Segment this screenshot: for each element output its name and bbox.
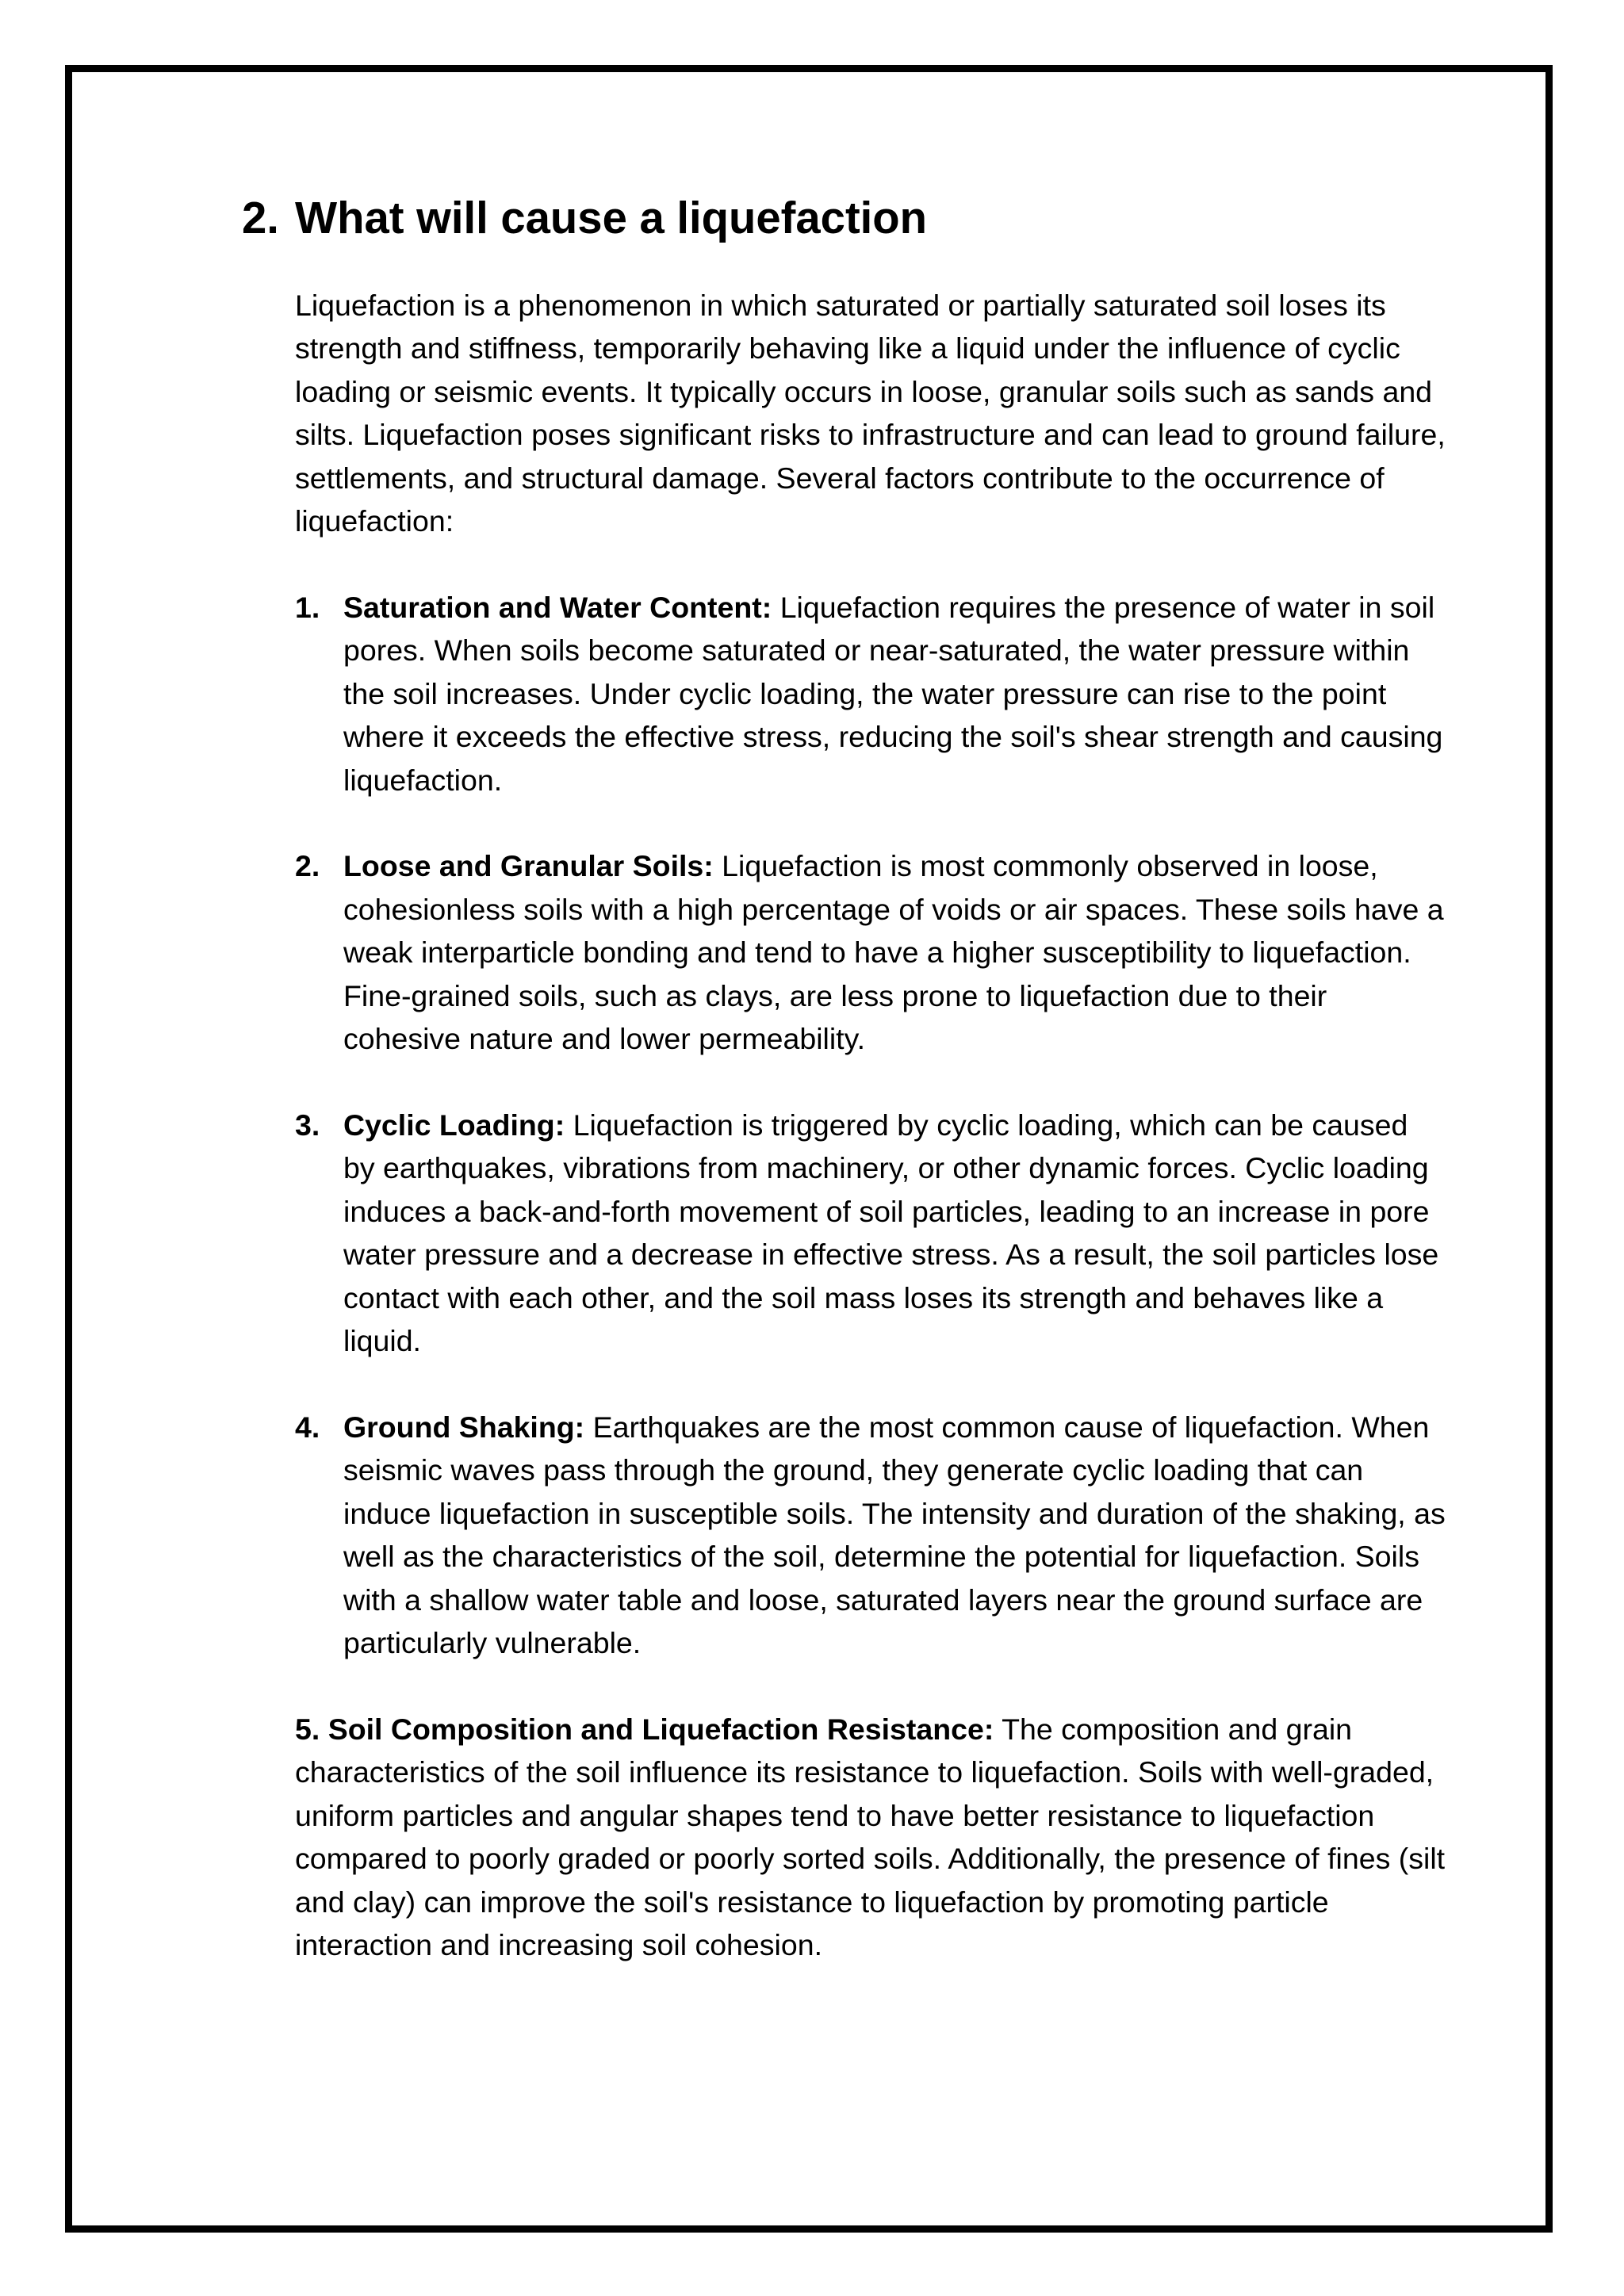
intro-paragraph: Liquefaction is a phenomenon in which saturated or partially saturated soil loses its strength and stiffness, temporarily behaving like a liquid under the influence of cyclic loading or seismic events. It typically occurs in loose, granular soils such as sands and silts. Liquefaction poses significant risks to infrastructure and can lead to ground failure, settlements, and structural damage. Several factors contribute to the occurrence of liquefaction: — [295, 288, 1446, 538]
factor-number: 1. — [295, 590, 320, 624]
factor-number: 3. — [295, 1108, 320, 1142]
factor-list — [295, 586, 1447, 1665]
factor-number: 4. — [295, 1410, 320, 1444]
list-item — [295, 586, 1447, 802]
section-number: 2. — [242, 193, 279, 243]
factor-text: Earthquakes are the most common cause of liquefaction. When seismic waves pass through the ground, they generate cyclic loading that can induce liquefaction in susceptible soils. The intensity and duration of the shaking, as well as the characteristics of the soil, determine the potential for liquefaction. Soils with a shallow water table and loose, saturated layers near the ground surface are particularly vulnerable. — [343, 1410, 1446, 1659]
factor-text: Liquefaction requires the presence of water in soil pores. When soils become saturated or near-saturated, the water pressure within the soil increases. Under cyclic loading, the water pressure can rise to the point where it exceeds the effective stress, reducing the soil's shear strength and causing liquefaction. — [343, 590, 1443, 797]
final-factor-title: 5. Soil Composition and Liquefaction Resistance: — [295, 1712, 994, 1746]
factor-title: Loose and Granular Soils: — [343, 849, 714, 882]
final-factor-paragraph — [295, 1708, 1447, 1967]
section-title: What will cause a liquefaction — [295, 193, 928, 243]
list-item — [295, 1406, 1447, 1665]
list-item — [295, 1104, 1447, 1363]
factor-title: Saturation and Water Content: — [343, 590, 772, 624]
factor-title: Ground Shaking: — [343, 1410, 585, 1444]
section-heading — [242, 193, 1447, 243]
document-body — [242, 193, 1447, 1967]
list-item — [295, 844, 1447, 1061]
factor-text: Liquefaction is triggered by cyclic loading, which can be caused by earthquakes, vibrations from machinery, or other dynamic forces. Cyclic loading induces a back-and-forth movement of soil particles, leading to an increase in pore water pressure and a decrease in effective stress. As a result, the soil particles lose contact with each other, and the soil mass loses its strength and behaves like a liquid. — [343, 1108, 1439, 1357]
factor-text: Liquefaction is most commonly observed in loose, cohesionless soils with a high percentage of voids or air spaces. These soils have a weak interparticle bonding and tend to have a higher susceptibility to liquefaction. Fine-grained soils, such as clays, are less prone to liquefaction due to their cohesive nature and lower permeability. — [343, 849, 1444, 1055]
factor-number: 2. — [295, 849, 320, 882]
factor-title: Cyclic Loading: — [343, 1108, 565, 1142]
final-factor-text: The composition and grain characteristics of the soil influence its resistance to liquefaction. Soils with well-graded, uniform particles and angular shapes tend to have better resistance to liquefaction compared to poorly graded or poorly sorted soils. Additionally, the presence of fines (silt and clay) can improve the soil's resistance to liquefaction by promoting particle interaction and increasing soil cohesion. — [295, 1712, 1446, 1961]
